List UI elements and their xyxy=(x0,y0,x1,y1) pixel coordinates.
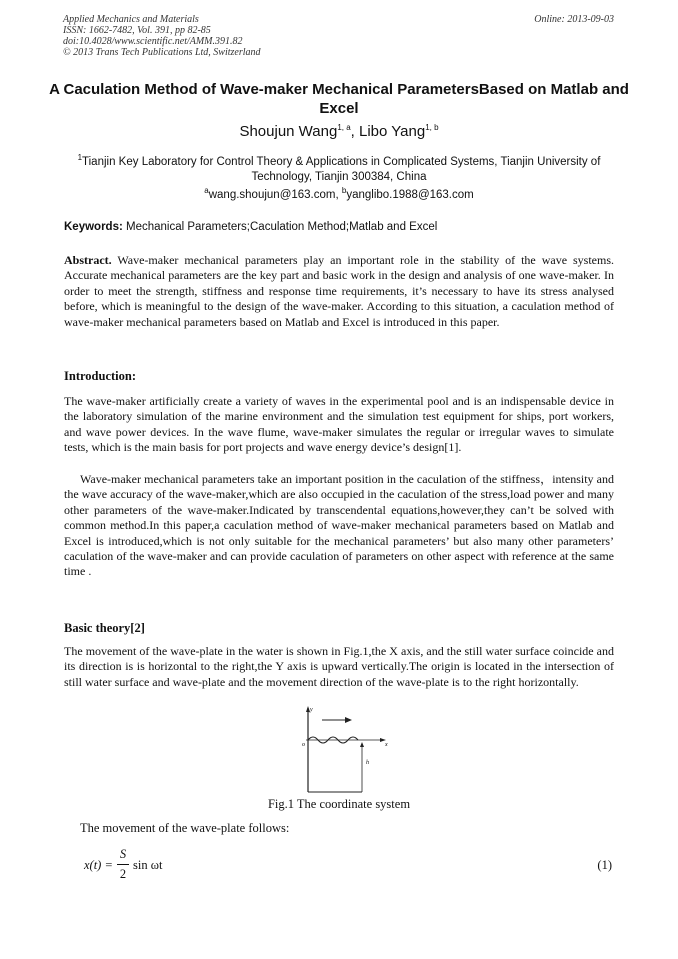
equation-denominator: 2 xyxy=(119,867,127,881)
journal-name: Applied Mechanics and Materials xyxy=(63,14,199,25)
author-line xyxy=(40,123,638,140)
section-heading-basic-theory: Basic theory[2] xyxy=(64,621,145,635)
email-address: yanglibo.1988@163.com xyxy=(346,188,474,201)
author-superscript: 1, a xyxy=(337,123,351,132)
copyright-line: © 2013 Trans Tech Publications Ltd, Switzerland xyxy=(63,47,261,58)
issn-line: ISSN: 1662-7482, Vol. 391, pp 82-85 xyxy=(63,25,211,36)
abstract-label: Abstract. xyxy=(64,253,112,267)
equation-intro-text: The movement of the wave-plate follows: xyxy=(80,821,290,835)
abstract-text: Wave-maker mechanical parameters play an important role in the stability of the wave systems. Accurate mechanical parameters are the key part and basic work in the design and analysis of one wave-maker. In order to meet the strength, stiffness and response time requirements, it’s necessary to have its stress analysed before, which is meaningful to the design of the wave-maker. According to this situation, a caculation method of wave-maker mechanical parameters based on Matlab and Excel is introduced in this paper. xyxy=(64,253,614,329)
keywords-label: Keywords: xyxy=(64,221,123,233)
online-date: Online: 2013-09-03 xyxy=(534,14,614,25)
basic-theory-paragraph-1: The movement of the wave-plate in the water is shown in Fig.1,the X axis, and the still water surface coincide and its direction is is horizontal to the right,the Y axis is upward vertically.The origin is located in the intersection of still water surface and wave-plate and the movement direction of the wave-plate is to the right horizontally. xyxy=(64,644,614,689)
keywords-text: Mechanical Parameters;Caculation Method;Matlab and Excel xyxy=(122,221,438,233)
running-header xyxy=(63,14,261,58)
x-axis-label: x xyxy=(385,742,388,748)
affiliation xyxy=(70,150,608,185)
origin-label: o xyxy=(302,742,305,748)
doi-line: doi:10.4028/www.scientific.net/AMM.391.82 xyxy=(63,36,243,47)
paper-title: A Caculation Method of Wave-maker Mechanical ParametersBased on Matlab and Excel xyxy=(49,81,629,117)
figure-coordinate-system xyxy=(300,704,392,796)
depth-arrowhead xyxy=(360,742,364,747)
section-heading-introduction: Introduction: xyxy=(64,369,137,383)
intro-paragraph-2-text: Wave-maker mechanical parameters take an important position in the caculation of the stiffness，intensity and the wave accuracy of the wave-maker,which are also occupied in the caculation of the stress,load power and many other parameters of the wave-maker.Indicated by transcendental equations,however,they can’t be solved with common method.In this paper,a caculation method of wave-maker mechanical parameters based on Matlab and Excel is introduced,which is not only suitable for the mechanical parameters’ but also many other parameters’ caculation of the wave-maker and can provide caculation of parameters on other aspect with reference at the same time . xyxy=(64,472,614,579)
author-emails xyxy=(40,186,638,201)
author-name: Shoujun Wang xyxy=(239,123,338,140)
coordinate-diagram xyxy=(300,704,392,796)
equation-1 xyxy=(84,847,194,887)
affiliation-superscript: 1 xyxy=(77,153,83,162)
intro-paragraph-1: The wave-maker artificially create a variety of waves in the experimental pool and is an indispensable device in the laboratory simulation of the marine environment and the simulation test equipment for ships, port workers, and wave power devices. In the wave flume, wave-maker simulates the regular or irregular waves to simulate tests, which is the main basis for port projects and wave energy device’s design[1]. xyxy=(64,394,614,455)
abstract xyxy=(64,253,614,330)
author-superscript: 1, b xyxy=(425,123,439,132)
equation-number: (1) xyxy=(597,858,612,872)
equation-numerator: S xyxy=(119,847,127,861)
figure-caption: Fig.1 The coordinate system xyxy=(267,797,411,811)
email-superscript: b xyxy=(341,186,347,195)
intro-paragraph-2 xyxy=(64,472,614,580)
equation-rhs: sin ωt xyxy=(133,858,163,872)
y-axis-label: y xyxy=(310,707,313,713)
affiliation-text: Tianjin Key Laboratory for Control Theory & Applications in Complicated Systems, Tianjin University of Technology, Tianjin 300384, China xyxy=(82,155,601,183)
fraction-bar xyxy=(117,864,129,865)
author-separator: , xyxy=(350,123,359,140)
equation-lhs: x(t) = xyxy=(84,858,113,872)
email-superscript: a xyxy=(204,186,209,195)
keywords xyxy=(64,221,437,233)
email-address: wang.shoujun@163.com, xyxy=(208,188,342,201)
depth-label: h xyxy=(366,760,369,766)
author-name: Libo Yang xyxy=(359,123,426,140)
movement-arrowhead xyxy=(345,717,352,723)
